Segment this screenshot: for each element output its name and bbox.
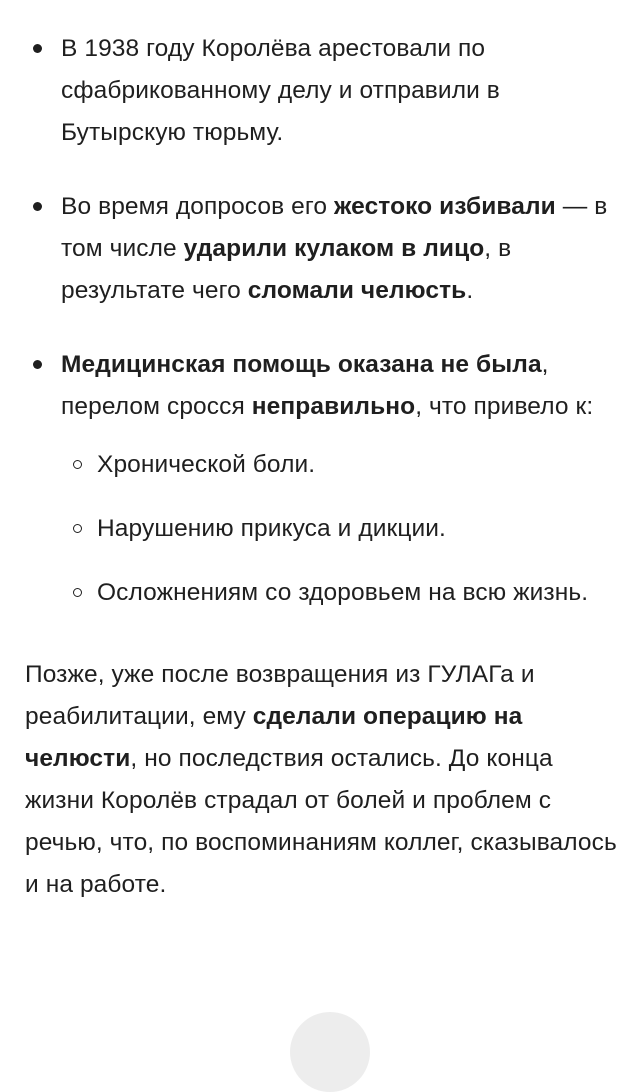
sub-bullet-list — [61, 444, 628, 614]
text-run: Позже, уже после возвращения из ГУЛАГа и реабилитации, ему — [25, 661, 535, 730]
text-run: , что привело к: — [415, 393, 594, 420]
text-run: — в том числе — [61, 193, 608, 262]
text-run: , в результате чего — [61, 235, 512, 304]
bold-text-run: ударили кулаком в лицо — [183, 235, 485, 262]
bullet-item-interrogation — [0, 186, 640, 312]
sub-bullet-item: Хронической боли. — [97, 444, 628, 486]
bullet-list — [0, 28, 640, 614]
message-content — [0, 28, 640, 906]
bold-text-run: сделали операцию на челюсти — [25, 703, 523, 772]
bold-text-run: жестоко избивали — [334, 193, 556, 220]
bold-text-run: Медицинская помощь оказана не была — [61, 351, 542, 378]
sub-bullet-item: Нарушению прикуса и дикции. — [97, 508, 628, 550]
bullet-item-arrest — [0, 28, 640, 154]
bold-text-run: сломали челюсть — [247, 277, 467, 304]
text-run: В 1938 году Королёва арестовали по сфабрикованному делу и отправили в Бутырскую тюрьму. — [61, 35, 500, 146]
scroll-down-button[interactable] — [290, 1012, 370, 1092]
text-run: , но последствия остались. До конца жизни Королёв страдал от болей и проблем с речью, что, по воспоминаниям коллег, сказывалось и на работе. — [25, 745, 617, 898]
text-run: Во время допросов его — [61, 193, 335, 220]
text-run: . — [466, 277, 474, 304]
sub-bullet-item: Осложнениям со здоровьем на всю жизнь. — [97, 572, 628, 614]
bullet-item-medical — [0, 344, 640, 614]
bold-text-run: неправильно — [251, 393, 416, 420]
closing-paragraph — [0, 654, 640, 906]
text-run: , перелом сросся — [61, 351, 549, 420]
